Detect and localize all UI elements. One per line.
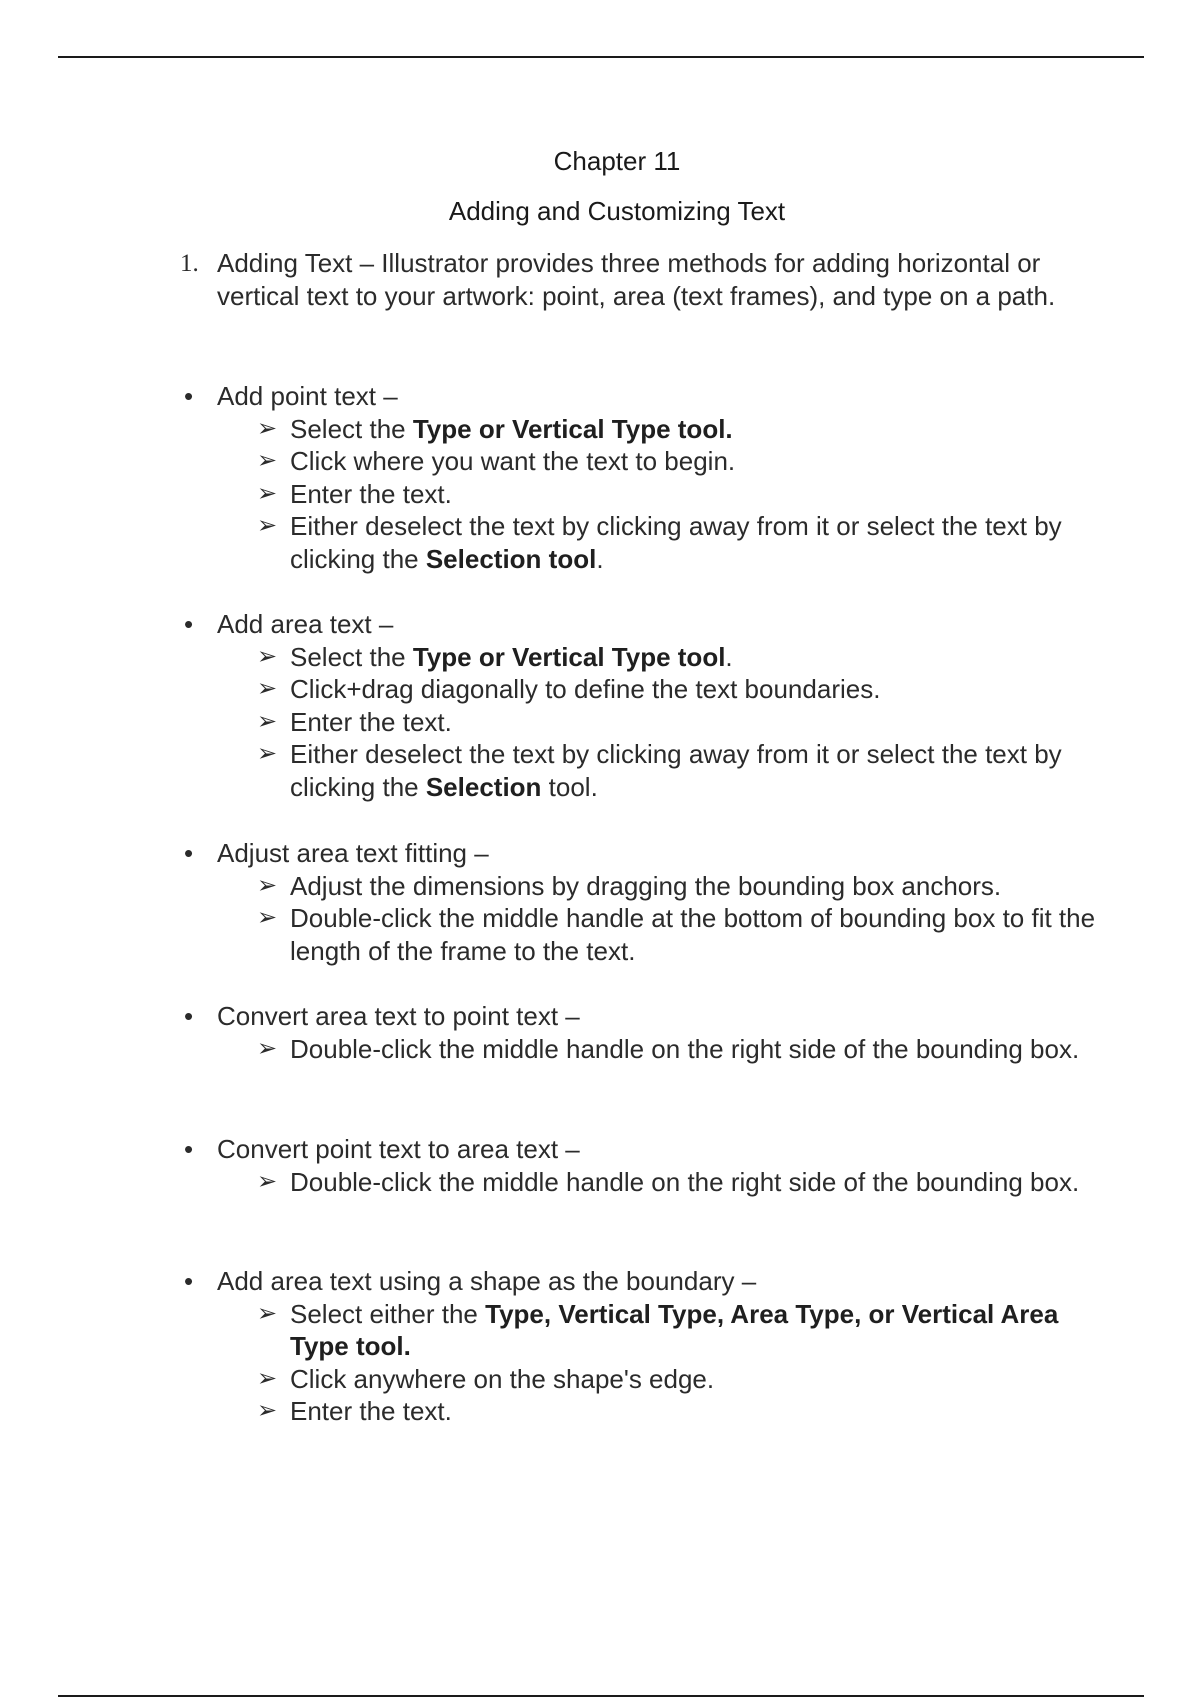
step-item <box>180 902 1110 967</box>
step-text: Double-click the middle handle on the right side of the bounding box. <box>290 1033 1080 1064</box>
section-heading <box>180 608 1110 641</box>
step-item <box>180 510 1110 575</box>
section-convert-area-to-point <box>180 1000 1110 1065</box>
section-add-area-text <box>180 608 1110 803</box>
step-text: Select the <box>290 641 413 672</box>
step-text: Click where you want the text to begin. <box>290 446 736 476</box>
step-item <box>180 1298 1110 1363</box>
step-list <box>180 413 1110 576</box>
page-title: Adding and Customizing Text <box>448 196 786 226</box>
step-bold-text: Type or Vertical Type tool <box>412 641 726 672</box>
step-text: Double-click the middle handle on the right side of the bounding box. <box>290 1166 1080 1197</box>
step-list <box>180 1298 1110 1428</box>
step-item <box>180 1166 1110 1199</box>
section-convert-point-to-area <box>180 1133 1110 1198</box>
step-text-tail: . <box>725 641 733 672</box>
chapter-heading: Chapter 11 <box>553 146 681 176</box>
step-item <box>180 445 1110 478</box>
section-heading <box>180 1133 1110 1166</box>
section-add-point-text <box>180 380 1110 575</box>
bottom-rule <box>58 1695 1144 1697</box>
step-bold-text: Type, Vertical Type, Area Type, or Vertical Area Type tool. <box>290 1298 1059 1361</box>
step-list <box>180 1166 1110 1199</box>
arrow-bullet-icon: ➢ <box>257 675 278 702</box>
step-text: Double-click the middle handle at the bottom of bounding box to fit the length of the frame to the text. <box>290 903 1096 966</box>
section-heading-text: Adjust area text fitting – <box>217 838 489 868</box>
intro-text: Adding Text – Illustrator provides three methods for adding horizontal or vertical text to your artwork: point, area (text frames), and type on a path. <box>217 248 1056 311</box>
arrow-bullet-icon: ➢ <box>257 1364 278 1392</box>
step-text: Either deselect the text by clicking away from it or select the text by clicking the <box>290 739 1062 802</box>
bullet-icon: • <box>184 1001 194 1031</box>
step-item <box>180 413 1110 446</box>
intro-number: 1. <box>180 250 199 277</box>
section-heading <box>180 380 1110 413</box>
section-heading-text: Add area text using a shape as the boundary – <box>217 1266 757 1296</box>
section-heading <box>180 837 1110 870</box>
step-item <box>180 870 1110 903</box>
step-text: Select either the <box>290 1298 486 1329</box>
bullet-icon: • <box>184 381 194 411</box>
step-text: Select the <box>290 413 413 444</box>
step-text: Enter the text. <box>290 706 452 737</box>
intro-item <box>180 247 1110 313</box>
step-item <box>180 706 1110 739</box>
bullet-icon: • <box>184 1134 194 1164</box>
arrow-bullet-icon: ➢ <box>257 1397 278 1424</box>
section-heading-text: Add area text – <box>217 609 394 639</box>
section-heading <box>180 1000 1110 1033</box>
step-text-tail: tool. <box>541 771 598 802</box>
step-text: Click+drag diagonally to define the text boundaries. <box>290 674 881 704</box>
bullet-icon: • <box>184 609 194 639</box>
section-area-text-shape-boundary <box>180 1265 1110 1428</box>
arrow-bullet-icon: ➢ <box>257 479 278 507</box>
step-item <box>180 1363 1110 1396</box>
arrow-bullet-icon: ➢ <box>257 642 278 670</box>
step-item <box>180 1033 1110 1066</box>
top-rule <box>58 56 1144 58</box>
step-bold-text: Selection <box>425 771 542 802</box>
section-adjust-area-text-fitting <box>180 837 1110 967</box>
section-heading-text: Add point text – <box>217 381 398 411</box>
step-text: Either deselect the text by clicking away from it or select the text by clicking the <box>290 511 1062 574</box>
arrow-bullet-icon: ➢ <box>257 447 278 474</box>
arrow-bullet-icon: ➢ <box>257 1034 278 1062</box>
step-item <box>180 673 1110 706</box>
arrow-bullet-icon: ➢ <box>257 904 278 931</box>
step-item <box>180 738 1110 803</box>
arrow-bullet-icon: ➢ <box>257 414 278 442</box>
arrow-bullet-icon: ➢ <box>257 1299 278 1327</box>
step-item <box>180 1395 1110 1428</box>
step-item <box>180 478 1110 511</box>
section-heading <box>180 1265 1110 1298</box>
step-text: Enter the text. <box>290 1396 452 1426</box>
step-text-tail: . <box>596 543 604 574</box>
step-bold-text: Type or Vertical Type tool. <box>412 413 733 444</box>
step-list <box>180 1033 1110 1066</box>
bullet-icon: • <box>184 1266 194 1296</box>
arrow-bullet-icon: ➢ <box>257 512 278 539</box>
arrow-bullet-icon: ➢ <box>257 740 278 767</box>
step-text: Adjust the dimensions by dragging the bounding box anchors. <box>290 870 1002 901</box>
step-list <box>180 641 1110 804</box>
section-heading-text: Convert point text to area text – <box>217 1134 580 1164</box>
arrow-bullet-icon: ➢ <box>257 871 278 899</box>
step-item <box>180 641 1110 674</box>
bullet-icon: • <box>184 838 194 868</box>
arrow-bullet-icon: ➢ <box>257 707 278 735</box>
step-text: Click anywhere on the shape's edge. <box>290 1363 715 1394</box>
step-bold-text: Selection tool <box>425 543 597 574</box>
arrow-bullet-icon: ➢ <box>257 1167 278 1195</box>
step-list <box>180 870 1110 968</box>
step-text: Enter the text. <box>290 478 452 509</box>
section-heading-text: Convert area text to point text – <box>217 1001 580 1031</box>
